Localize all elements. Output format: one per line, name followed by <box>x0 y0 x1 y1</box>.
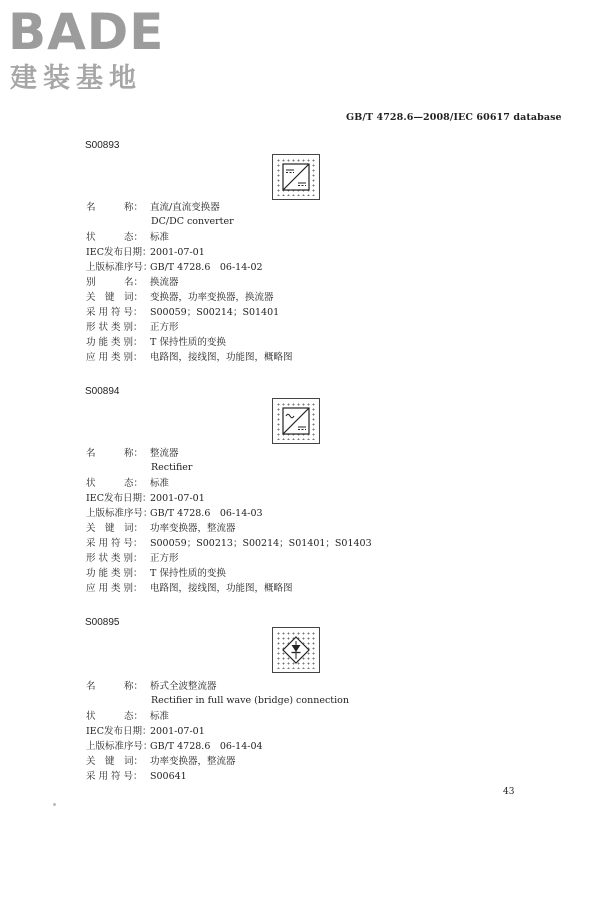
field-row <box>86 231 169 245</box>
field-row <box>86 710 169 724</box>
field-label: 功 能 类 别： <box>86 568 143 579</box>
field-value: 功率变换器，整流器 <box>150 523 236 534</box>
entry-id: S00894 <box>85 386 120 397</box>
entry-id: S00893 <box>85 140 120 151</box>
field-value: 2001-07-01 <box>150 493 205 504</box>
name-row <box>86 201 220 215</box>
english-name: Rectifier in full wave (bridge) connection <box>151 695 349 706</box>
field-label: 别 名： <box>86 277 144 288</box>
field-row <box>86 725 205 739</box>
field-row <box>86 321 179 335</box>
field-label: 名 称： <box>86 448 144 459</box>
bridge-rectifier-icon <box>272 627 320 673</box>
field-label: 关 键 词： <box>86 756 144 767</box>
field-label: IEC发布日期： <box>86 493 152 504</box>
field-row <box>86 351 293 365</box>
field-row <box>86 492 205 506</box>
field-label: 采 用 符 号： <box>86 771 143 782</box>
page-number: 43 <box>503 787 515 797</box>
field-label: 形 状 类 别： <box>86 322 143 333</box>
field-value: 变换器，功率变换器，换流器 <box>150 292 274 303</box>
brand-logo <box>8 3 178 96</box>
field-label: 名 称： <box>86 681 144 692</box>
field-label: 采 用 符 号： <box>86 538 143 549</box>
field-value: 标准 <box>150 232 170 243</box>
field-row <box>86 552 179 566</box>
field-row <box>86 477 169 491</box>
field-label: 上版标准序号： <box>86 508 153 519</box>
field-row <box>86 291 274 305</box>
field-row <box>86 770 187 784</box>
field-label: IEC发布日期： <box>86 247 152 258</box>
scan-mark <box>53 803 56 806</box>
field-value: 标准 <box>150 711 170 722</box>
standard-header: GB/T 4728.6—2008/IEC 60617 database <box>346 112 562 123</box>
field-label: 功 能 类 别： <box>86 337 143 348</box>
logo-cjk-text: 建装基地 <box>10 63 142 94</box>
field-label: 名 称： <box>86 202 144 213</box>
field-label: 关 键 词： <box>86 292 144 303</box>
field-row <box>86 336 226 350</box>
name-row <box>86 447 179 461</box>
english-name: Rectifier <box>151 462 193 473</box>
field-label: 应 用 类 别： <box>86 583 143 594</box>
field-row <box>86 740 263 754</box>
field-row <box>86 582 293 596</box>
field-row <box>86 567 226 581</box>
field-label: 状 态： <box>86 711 144 722</box>
field-row <box>86 755 236 769</box>
field-label: 应 用 类 别： <box>86 352 143 363</box>
field-row <box>86 276 179 290</box>
field-value: GB/T 4728.6 06-14-04 <box>150 741 263 752</box>
field-value: S00059；S00213；S00214；S01401；S01403 <box>150 538 372 549</box>
field-value: T 保持性质的变换 <box>150 337 226 348</box>
field-value: 整流器 <box>150 448 179 459</box>
field-label: 上版标准序号： <box>86 262 153 273</box>
field-label: 状 态： <box>86 478 144 489</box>
name-row <box>86 680 217 694</box>
field-value: T 保持性质的变换 <box>150 568 226 579</box>
field-value: GB/T 4728.6 06-14-02 <box>150 262 263 273</box>
field-value: 桥式全波整流器 <box>150 681 217 692</box>
field-row <box>86 261 263 275</box>
field-value: 电路图，接线图，功能图，概略图 <box>150 352 293 363</box>
field-value: 换流器 <box>150 277 179 288</box>
field-value: 标准 <box>150 478 170 489</box>
field-value: 电路图，接线图，功能图，概略图 <box>150 583 293 594</box>
entry-id: S00895 <box>85 617 120 628</box>
field-row <box>86 537 372 551</box>
field-value: 正方形 <box>150 322 179 333</box>
field-value: 直流/直流变换器 <box>150 202 220 213</box>
field-value: S00059；S00214；S01401 <box>150 307 280 318</box>
field-label: 形 状 类 别： <box>86 553 143 564</box>
field-label: 采 用 符 号： <box>86 307 143 318</box>
field-value: 2001-07-01 <box>150 726 205 737</box>
field-row <box>86 246 205 260</box>
field-value: 正方形 <box>150 553 179 564</box>
field-row <box>86 507 263 521</box>
rectifier-icon <box>272 398 320 444</box>
field-label: 关 键 词： <box>86 523 144 534</box>
field-label: IEC发布日期： <box>86 726 152 737</box>
english-name: DC/DC converter <box>151 216 234 227</box>
dc-dc-converter-icon <box>272 154 320 200</box>
logo-wordmark: BADE <box>8 3 165 61</box>
field-value: 2001-07-01 <box>150 247 205 258</box>
field-value: GB/T 4728.6 06-14-03 <box>150 508 263 519</box>
field-label: 上版标准序号： <box>86 741 153 752</box>
field-row <box>86 522 236 536</box>
field-value: 功率变换器，整流器 <box>150 756 236 767</box>
field-row <box>86 306 279 320</box>
field-value: S00641 <box>150 771 187 782</box>
field-label: 状 态： <box>86 232 144 243</box>
